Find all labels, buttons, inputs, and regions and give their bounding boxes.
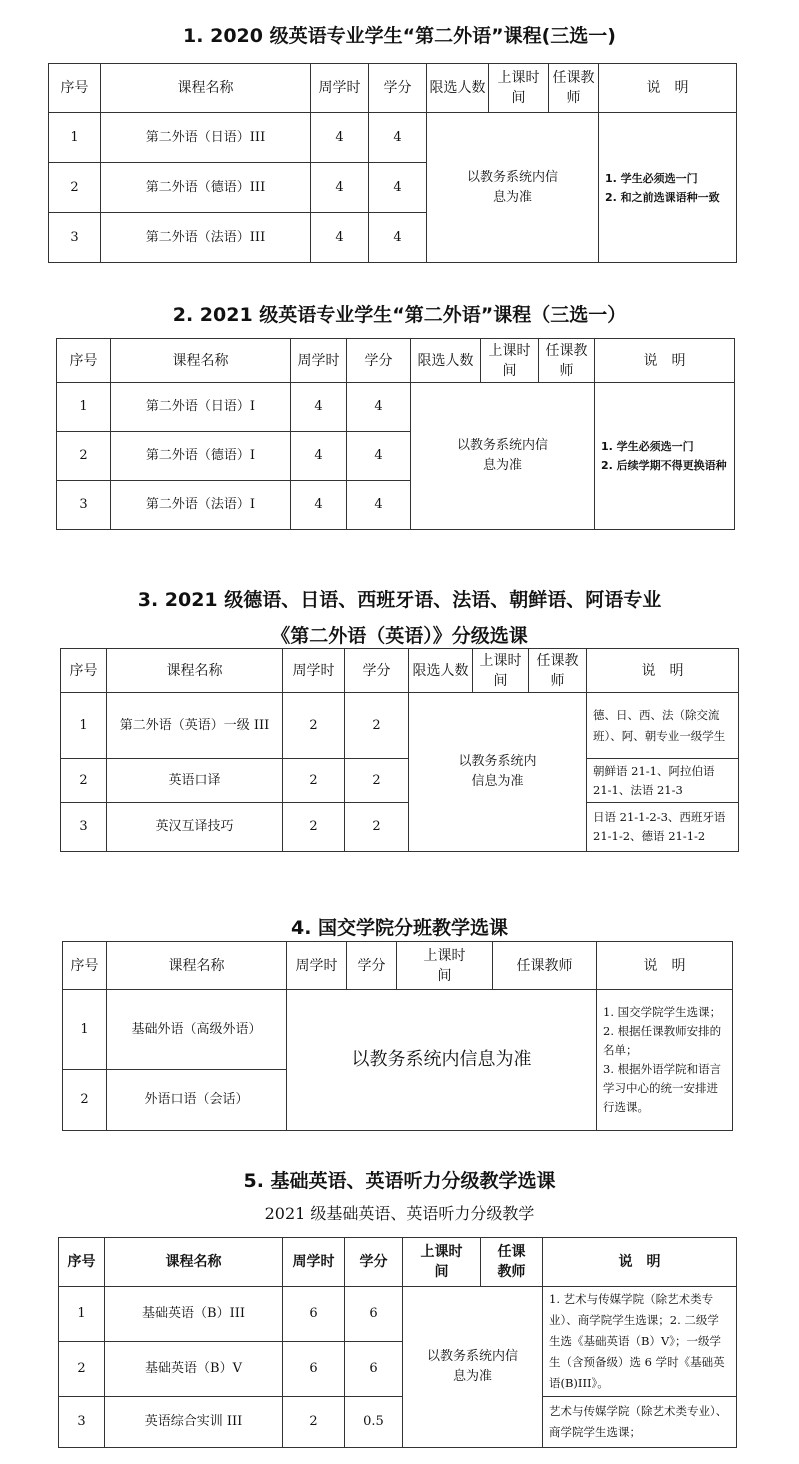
cell-notes: 德、日、西、法（除交流班）、阿、朝专业一级学生 [587,693,739,759]
header-credits: 学分 [345,649,409,693]
cell-hours: 2 [283,1397,345,1448]
cell-hours: 2 [283,759,345,803]
section-2-title: 2. 2021 级英语专业学生“第二外语”课程（三选一） [172,304,627,326]
cell-course-name: 英语口译 [107,759,283,803]
section-5-table [58,1237,737,1448]
cell-hours: 6 [283,1287,345,1342]
cell-credits: 4 [369,113,427,163]
header-weekly-hours: 周学时 [283,1238,345,1287]
cell-course-name: 英汉互译技巧 [107,803,283,852]
cell-course-name: 基础英语（B）V [105,1342,283,1397]
cell-no: 3 [61,803,107,852]
header-weekly-hours: 周学时 [287,942,347,990]
cell-course-name: 基础英语（B）III [105,1287,283,1342]
cell-info: 以教务系统内信息为准 [403,1287,543,1448]
header-course-name: 课程名称 [107,942,287,990]
header-notes: 说 明 [587,649,739,693]
header-notes: 说 明 [543,1238,737,1287]
header-class-time: 上课时间 [403,1238,481,1287]
cell-course-name: 第二外语（日语）I [111,383,291,432]
note-line: 2. 根据任课教师安排的名单； [603,1024,722,1057]
cell-credits: 2 [345,693,409,759]
header-quota: 限选人数 [409,649,473,693]
cell-notes [599,113,737,263]
section-2-table [56,338,735,530]
cell-no: 1 [59,1287,105,1342]
section-3-table [60,648,739,852]
cell-credits: 6 [345,1342,403,1397]
cell-no: 3 [57,481,111,530]
header-no: 序号 [49,64,101,113]
cell-hours: 4 [311,213,369,263]
cell-notes [597,990,733,1131]
section-3-title-line-2: 《第二外语（英语）》分级选课 [271,625,528,647]
cell-no: 2 [57,432,111,481]
section-1-table [48,63,737,263]
cell-credits: 4 [369,163,427,213]
header-class-time: 上课时间 [481,339,539,383]
header-course-name: 课程名称 [107,649,283,693]
table-row [59,1287,737,1342]
header-course-name: 课程名称 [111,339,291,383]
cell-no: 1 [57,383,111,432]
section-3-title-line-1: 3. 2021 级德语、日语、西班牙语、法语、朝鲜语、阿语专业 [137,589,662,611]
cell-course-name: 英语综合实训 III [105,1397,283,1448]
cell-info: 以教务系统内信息为准 [427,113,599,263]
section-5-title: 5. 基础英语、英语听力分级教学选课 [243,1170,556,1192]
cell-notes: 日语 21-1-2-3、西班牙语 21-1-2、德语 21-1-2 [587,803,739,852]
cell-hours: 2 [283,693,345,759]
header-quota: 限选人数 [411,339,481,383]
note-line: 2. 后续学期不得更换语种 [601,459,727,472]
header-weekly-hours: 周学时 [311,64,369,113]
header-teacher: 任课教师 [493,942,597,990]
cell-course-name: 第二外语（日语）III [101,113,311,163]
cell-credits: 2 [345,803,409,852]
cell-no: 1 [63,990,107,1070]
header-notes: 说 明 [599,64,737,113]
section-5-subtitle: 2021 级基础英语、英语听力分级教学 [264,1204,535,1223]
cell-course-name: 第二外语（英语）一级 III [107,693,283,759]
header-no: 序号 [61,649,107,693]
note-line: 2. 和之前选课语种一致 [605,190,720,204]
cell-course-name: 第二外语（法语）I [111,481,291,530]
table-row [59,1397,737,1448]
header-notes: 说 明 [597,942,733,990]
cell-course-name: 第二外语（德语）III [101,163,311,213]
cell-course-name: 第二外语（德语）I [111,432,291,481]
cell-hours: 4 [311,163,369,213]
header-notes: 说 明 [595,339,735,383]
cell-hours: 4 [291,432,347,481]
header-teacher: 任课教师 [549,64,599,113]
header-class-time: 上课时间 [473,649,529,693]
cell-hours: 2 [283,803,345,852]
header-credits: 学分 [347,339,411,383]
cell-course-name: 基础外语（高级外语） [107,990,287,1070]
table-row [61,759,739,803]
note-line: 1. 学生必须选一门 [605,171,698,185]
cell-no: 2 [61,759,107,803]
cell-notes: 1. 艺术与传媒学院（除艺术类专业）、商学院学生选课；2. 二级学生选《基础英语（B）V》；一级学生（含预备级）选 6 学时《基础英语(B)III》。 [543,1287,737,1397]
cell-no: 2 [49,163,101,213]
table-row [63,990,733,1070]
cell-credits: 2 [345,759,409,803]
table-row [61,693,739,759]
header-weekly-hours: 周学时 [283,649,345,693]
cell-hours: 4 [291,383,347,432]
cell-no: 2 [59,1342,105,1397]
cell-info: 以教务系统内信息为准 [287,990,597,1131]
header-weekly-hours: 周学时 [291,339,347,383]
header-credits: 学分 [369,64,427,113]
cell-credits: 4 [347,481,411,530]
cell-info: 以教务系统内信息为准 [409,693,587,852]
cell-no: 2 [63,1070,107,1131]
note-line: 3. 根据外语学院和语言学习中心的统一安排进行选课。 [603,1062,722,1114]
header-teacher: 任课教师 [539,339,595,383]
cell-credits: 6 [345,1287,403,1342]
cell-credits: 4 [347,432,411,481]
header-course-name: 课程名称 [101,64,311,113]
header-credits: 学分 [347,942,397,990]
cell-course-name: 外语口语（会话） [107,1070,287,1131]
cell-no: 1 [61,693,107,759]
cell-notes [595,383,735,530]
table-row [57,383,735,432]
header-course-name: 课程名称 [105,1238,283,1287]
header-quota: 限选人数 [427,64,489,113]
cell-info: 以教务系统内信息为准 [411,383,595,530]
cell-credits: 0.5 [345,1397,403,1448]
cell-no: 3 [49,213,101,263]
header-credits: 学分 [345,1238,403,1287]
section-1-title: 1. 2020 级英语专业学生“第二外语”课程(三选一) [183,25,616,47]
header-no: 序号 [63,942,107,990]
section-4-table [62,941,733,1131]
note-line: 1. 国交学院学生选课； [603,1005,722,1019]
header-no: 序号 [59,1238,105,1287]
header-no: 序号 [57,339,111,383]
cell-notes: 朝鲜语 21-1、阿拉伯语 21-1、法语 21-3 [587,759,739,803]
cell-no: 1 [49,113,101,163]
table-row [49,113,737,163]
section-4-title: 4. 国交学院分班教学选课 [290,917,509,939]
note-line: 1. 学生必须选一门 [601,440,694,453]
header-class-time: 上课时间 [397,942,493,990]
cell-hours: 4 [291,481,347,530]
cell-notes: 艺术与传媒学院（除艺术类专业）、商学院学生选课； [543,1397,737,1448]
cell-no: 3 [59,1397,105,1448]
header-teacher: 任课教师 [481,1238,543,1287]
header-teacher: 任课教师 [529,649,587,693]
cell-hours: 4 [311,113,369,163]
cell-hours: 6 [283,1342,345,1397]
cell-credits: 4 [369,213,427,263]
cell-credits: 4 [347,383,411,432]
cell-course-name: 第二外语（法语）III [101,213,311,263]
header-class-time: 上课时间 [489,64,549,113]
table-row [61,803,739,852]
